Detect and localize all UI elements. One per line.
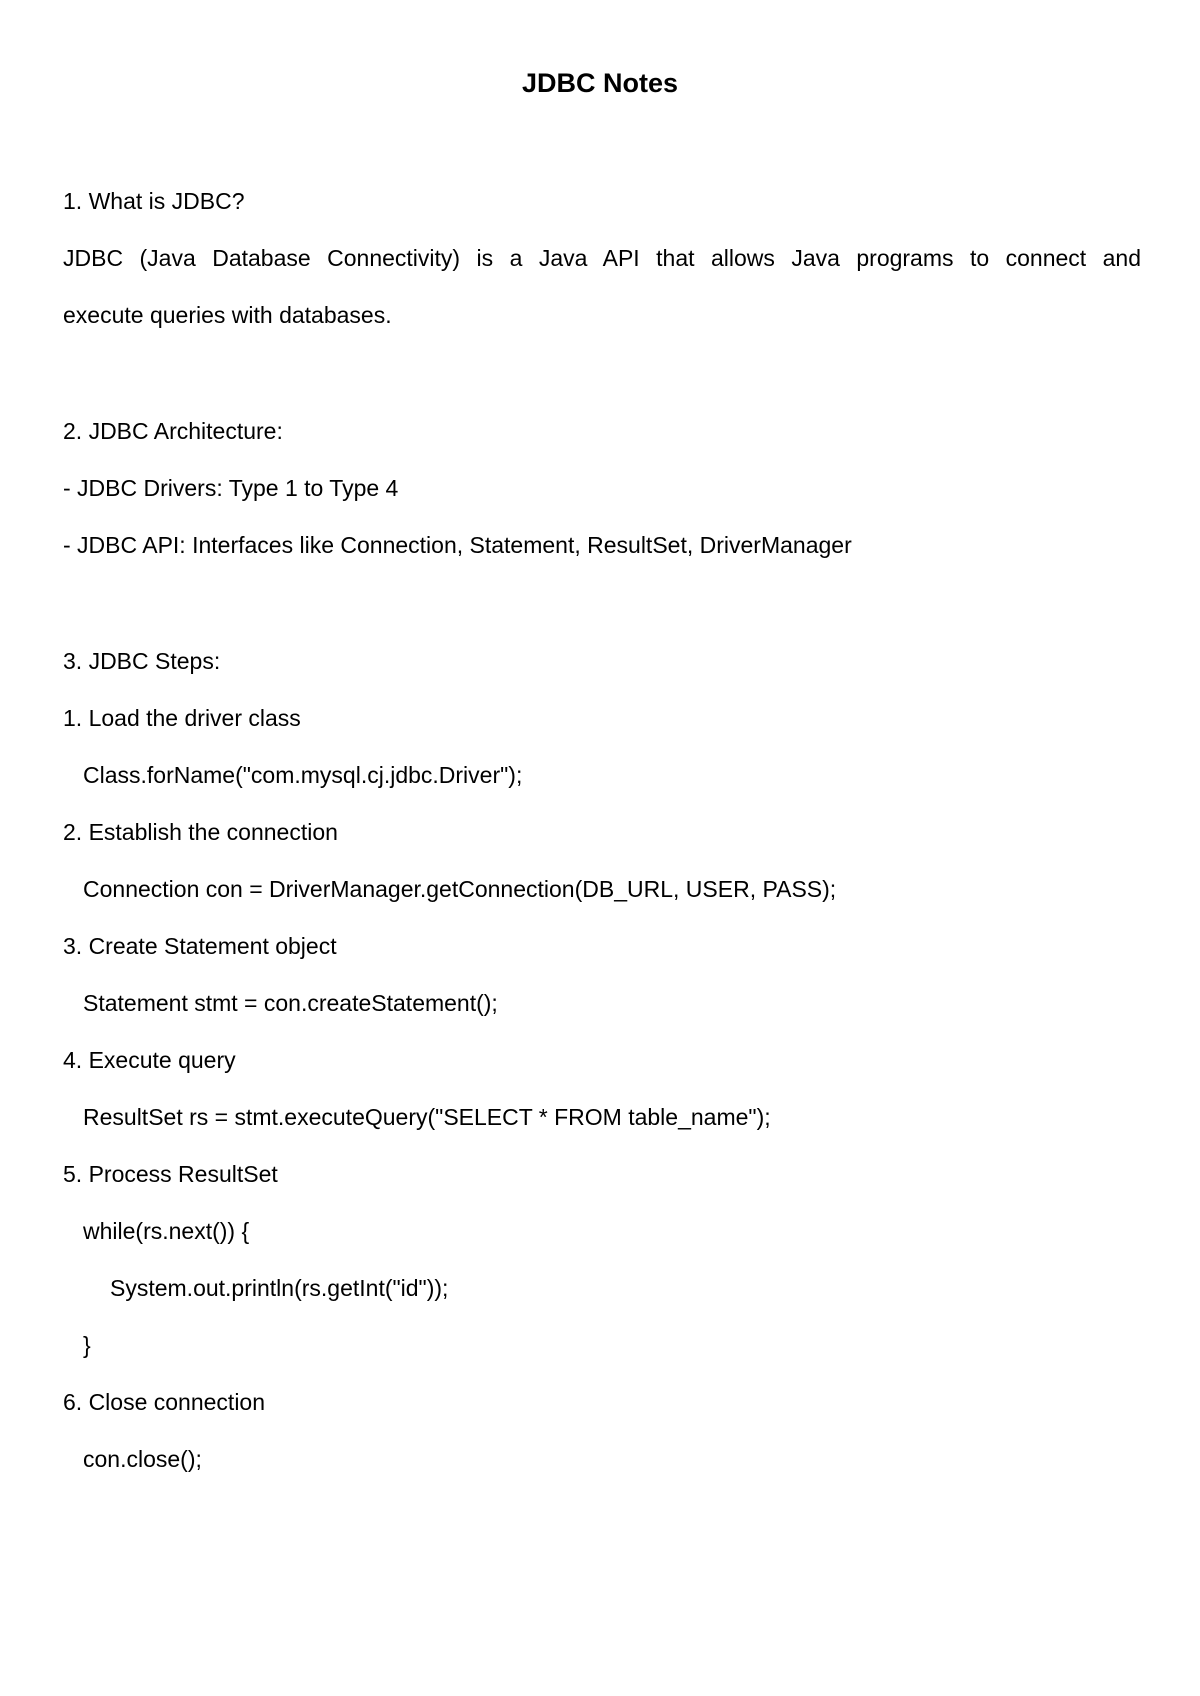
- code-line: System.out.println(rs.getInt("id"));: [110, 1275, 449, 1301]
- list-item: - JDBC Drivers: Type 1 to Type 4: [63, 475, 399, 501]
- code-line: con.close();: [83, 1446, 202, 1472]
- paragraph-line: execute queries with databases.: [63, 302, 392, 328]
- step-title: 4. Execute query: [63, 1047, 236, 1073]
- section-heading-architecture: 2. JDBC Architecture:: [63, 418, 283, 444]
- code-line: while(rs.next()) {: [83, 1218, 250, 1244]
- step-title: 3. Create Statement object: [63, 933, 337, 959]
- code-line: }: [83, 1332, 91, 1358]
- step-title: 5. Process ResultSet: [63, 1161, 278, 1187]
- section-heading-what-is-jdbc: 1. What is JDBC?: [63, 188, 245, 214]
- step-title: 2. Establish the connection: [63, 819, 338, 845]
- list-item: - JDBC API: Interfaces like Connection, Statement, ResultSet, DriverManager: [63, 532, 852, 558]
- code-line: Statement stmt = con.createStatement();: [83, 990, 498, 1016]
- section-heading-steps: 3. JDBC Steps:: [63, 648, 221, 674]
- code-line: Connection con = DriverManager.getConnection(DB_URL, USER, PASS);: [83, 876, 837, 902]
- paragraph-line: JDBC (Java Database Connectivity) is a Java API that allows Java programs to connect and: [63, 245, 1141, 271]
- step-title: 1. Load the driver class: [63, 705, 301, 731]
- document-title: JDBC Notes: [521, 68, 679, 98]
- step-title: 6. Close connection: [63, 1389, 266, 1415]
- code-line: ResultSet rs = stmt.executeQuery("SELECT * FROM table_name");: [83, 1104, 771, 1130]
- code-line: Class.forName("com.mysql.cj.jdbc.Driver");: [83, 762, 523, 788]
